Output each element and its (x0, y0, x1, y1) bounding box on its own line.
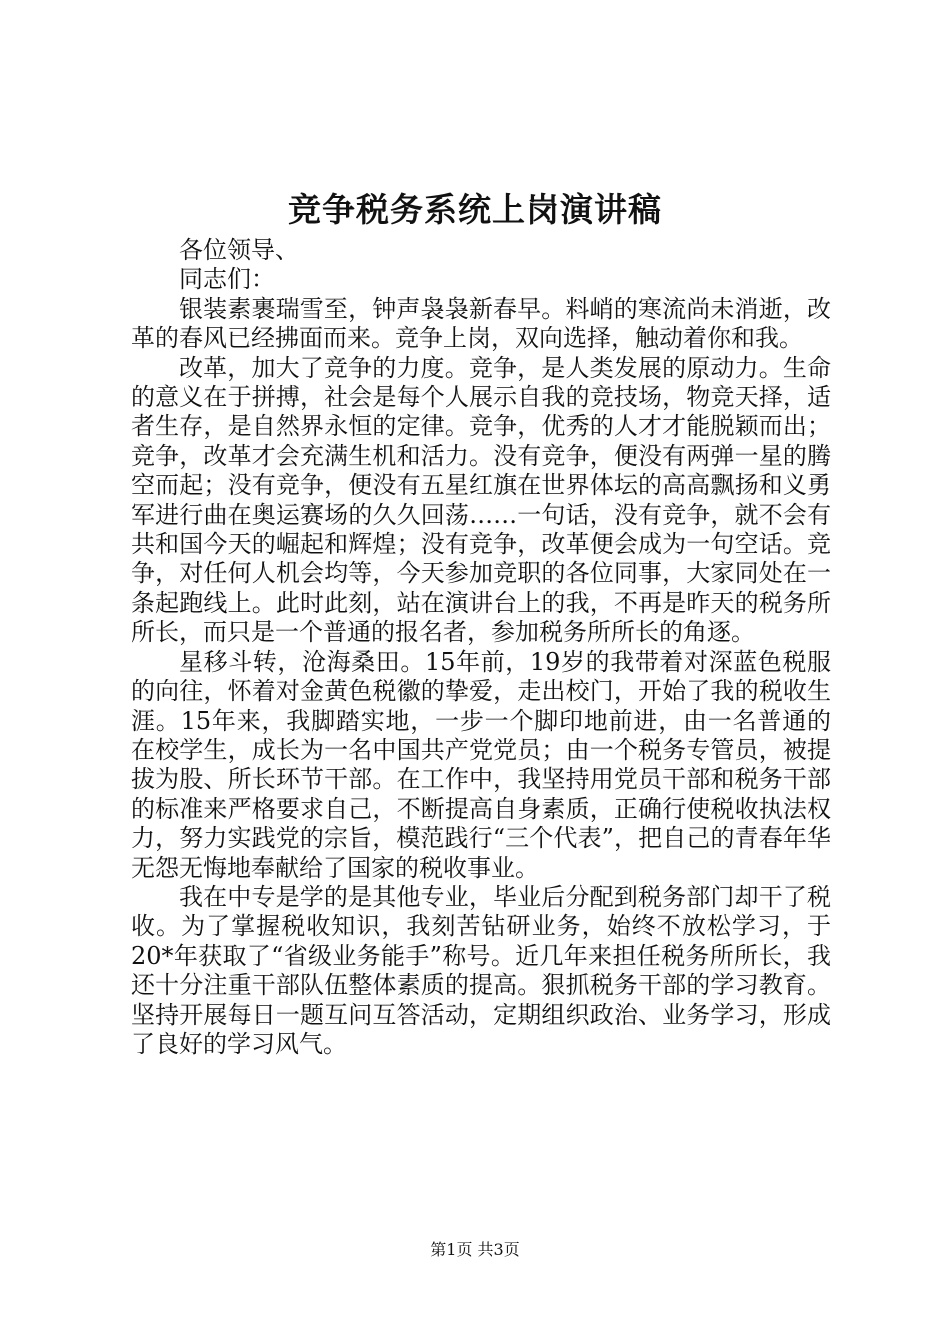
paragraph-opening: 银装素裹瑞雪至，钟声袅袅新春早。料峭的寒流尚未消逝，改革的春风已经拂面而来。竞争上岗，双向选择，触动着你和我。 (131, 294, 831, 353)
paragraph-study: 我在中专是学的是其他专业，毕业后分配到税务部门却干了税收。为了掌握税收知识，我刻苦钻研业务，始终不放松学习，于20*年获取了“省级业务能手”称号。近几年来担任税务所所长，我还十分注重干部队伍整体素质的提高。狠抓税务干部的学习教育。坚持开展每日一题互问互答活动，定期组织政治、业务学习，形成了良好的学习风气。 (131, 882, 831, 1058)
paragraph-career: 星移斗转，沧海桑田。15年前，19岁的我带着对深蓝色税服的向往，怀着对金黄色税徽的挚爱，走出校门，开始了我的税收生涯。15年来，我脚踏实地，一步一个脚印地前进，由一名普通的在校学生，成长为一名中国共产党党员；由一个税务专管员，被提拔为股、所长环节干部。在工作中，我坚持用党员干部和税务干部的标准来严格要求自己，不断提高自身素质，正确行使税收执法权力，努力实践党的宗旨，模范践行“三个代表”，把自己的青春年华无怨无悔地奉献给了国家的税收事业。 (131, 647, 831, 882)
paragraph-competition: 改革，加大了竞争的力度。竞争，是人类发展的原动力。生命的意义在于拼搏，社会是每个人展示自我的竞技场，物竞天择，适者生存，是自然界永恒的定律。竞争，优秀的人才才能脱颖而出；竞争，改革才会充满生机和活力。没有竞争，便没有两弹一星的腾空而起；没有竞争，便没有五星红旗在世界体坛的高高飘扬和义勇军进行曲在奥运赛场的久久回荡……一句话，没有竞争，就不会有共和国今天的崛起和辉煌；没有竞争，改革便会成为一句空话。竞争，对任何人机会均等，今天参加竞职的各位同事，大家同处在一条起跑线上。此时此刻，站在演讲台上的我，不再是昨天的税务所所长，而只是一个普通的报名者，参加税务所所长的角逐。 (131, 353, 831, 647)
document-body (131, 236, 831, 1059)
document-title: 竞争税务系统上岗演讲稿 (288, 190, 662, 229)
page-number-footer: 第1页 共3页 (430, 1240, 520, 1259)
salutation-line-2: 同志们： (179, 265, 275, 294)
salutation-line-1: 各位领导、 (179, 236, 299, 264)
